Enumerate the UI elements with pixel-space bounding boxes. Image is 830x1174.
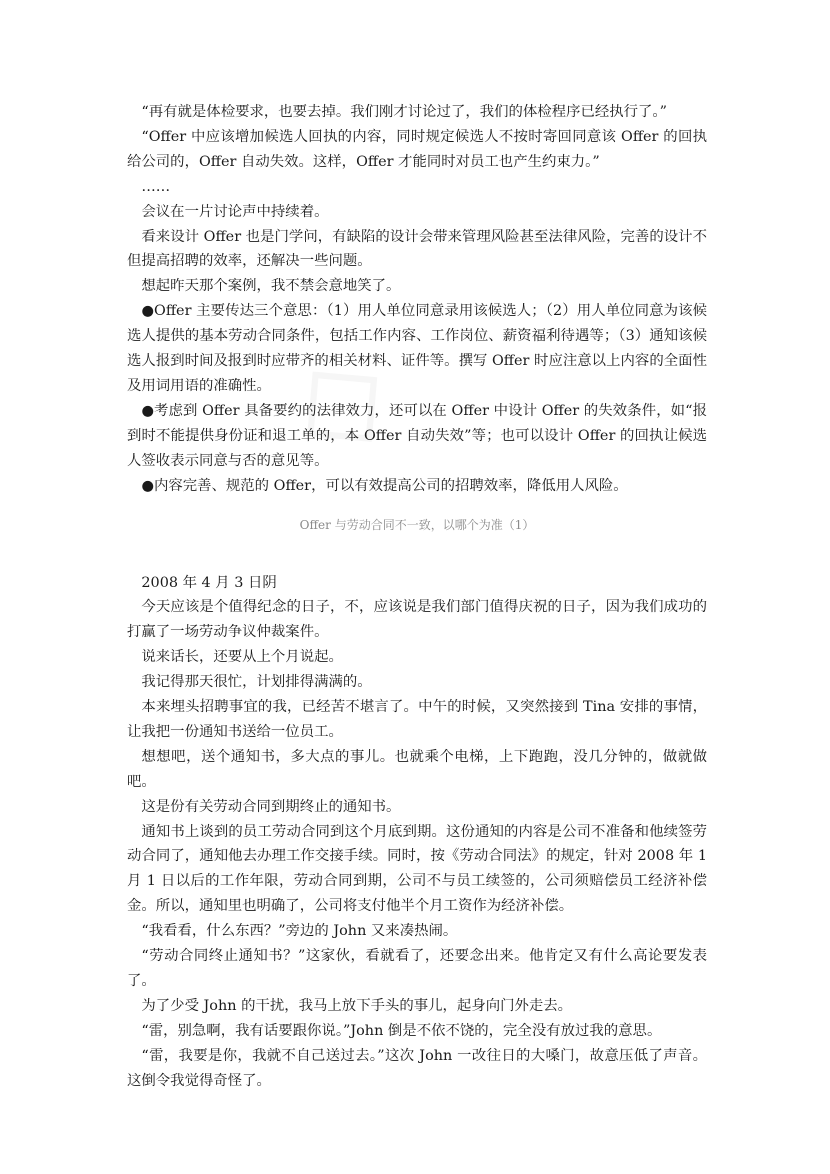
section-gap xyxy=(127,537,707,571)
paragraph: 本来埋头招聘事宜的我，已经苦不堪言了。中午的时候，又突然接到 Tina 安排的事情，让我把一份通知书送给一位员工。 xyxy=(127,699,707,740)
paragraph: 想起昨天那个案例，我不禁会意地笑了。 xyxy=(141,278,401,295)
paragraph: “雷，我要是你，我就不自己送过去。”这次 John 一改往日的大嗓门，故意压低了声音。这倒令我觉得奇怪了。 xyxy=(127,1047,707,1089)
paragraph: 说来话长，还要从上个月说起。 xyxy=(141,649,343,666)
section-caption: Offer 与劳动合同不一致，以哪个为准（1） xyxy=(299,517,535,532)
paragraph: 通知书上谈到的员工劳动合同到这个月底到期。这份通知的内容是公司不准备和他续签劳动合同了，通知他去办理工作交接手续。同时，按《劳动合同法》的规定，针对 2008 年 1 月 1 日以后的工作年限，劳动合同到期，公司不与员工续签的，公司须赔偿员工经济补偿金。所以，通知里也明确了，公司将支付他半个月工资作为经济补偿。 xyxy=(127,823,707,915)
paragraph: ●内容完善、规范的 Offer，可以有效提高公司的招聘效率，降低用人风险。 xyxy=(141,477,628,494)
paragraph: ●Offer 主要传达三个意思：（1）用人单位同意录用该候选人；（2）用人单位同意为该候选人提供的基本劳动合同条件，包括工作内容、工作岗位、薪资福利待遇等；（3）通知该候选人报到时间及报到时应带齐的相关材料、证件等。撰写 Offer 时应注意以上内容的全面性及用词用语的准确性。 xyxy=(127,303,707,394)
paragraph: 今天应该是个值得纪念的日子，不，应该说是我们部门值得庆祝的日子，因为我们成功的打赢了一场劳动争议仲裁案件。 xyxy=(127,599,707,641)
section-offer-meeting xyxy=(127,100,707,499)
paragraph: 想想吧，送个通知书，多大点的事儿。也就乘个电梯，上下跑跑，没几分钟的，做就做吧。 xyxy=(127,748,707,790)
section-diary-entry xyxy=(127,571,707,1094)
paragraph: “劳动合同终止通知书？”这家伙，看就看了，还要念出来。他肯定又有什么高论要发表了。 xyxy=(127,948,707,989)
paragraph: …… xyxy=(141,178,171,195)
paragraph: 会议在一片讨论声中持续着。 xyxy=(141,203,329,220)
paragraph: 这是份有关劳动合同到期终止的通知书。 xyxy=(141,798,401,815)
paragraph: “Offer 中应该增加候选人回执的内容，同时规定候选人不按时寄回同意该 Offer 的回执给公司的，Offer 自动失效。这样，Offer 才能同时对员工也产生约束力。” xyxy=(127,128,707,170)
paragraph: 看来设计 Offer 也是门学问，有缺陷的设计会带来管理风险甚至法律风险，完善的设计不但提高招聘的效率，还解决一些问题。 xyxy=(127,228,707,270)
paragraph: 我记得那天很忙，计划排得满满的。 xyxy=(141,674,372,691)
paragraph: 为了少受 John 的干扰，我马上放下手头的事儿，起身向门外走去。 xyxy=(141,997,573,1014)
paragraph: “我看看，什么东西？”旁边的 John 又来凑热闹。 xyxy=(141,923,458,940)
paragraph: 2008 年 4 月 3 日阴 xyxy=(141,574,277,591)
paragraph: “雷，别急啊，我有话要跟你说。”John 倒是不依不饶的，完全没有放过我的意思。 xyxy=(141,1022,662,1039)
paragraph: ●考虑到 Offer 具备要约的法律效力，还可以在 Offer 中设计 Offer 的失效条件，如“报到时不能提供身份证和退工单的，本 Offer 自动失效”等；也可以设计 Offer 的回执让候选人签收表示同意与否的意见等。 xyxy=(127,402,707,469)
document-page xyxy=(127,100,707,1094)
paragraph: “再有就是体检要求，也要去掉。我们刚才讨论过了，我们的体检程序已经执行了。” xyxy=(141,104,667,120)
